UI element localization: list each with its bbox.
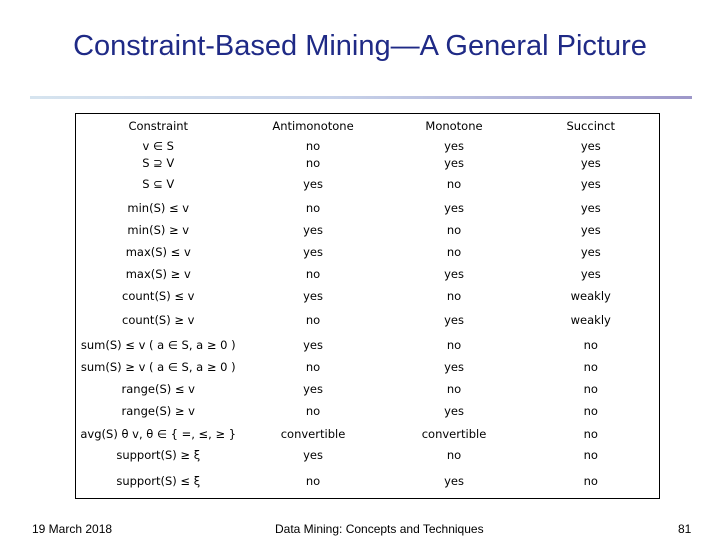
- table-row: [76, 197, 660, 218]
- monotone-cell: yes: [444, 266, 464, 281]
- constraint-cell: v ∈ S: [142, 138, 174, 153]
- constraint-cell: sum(S) ≤ v ( a ∈ S, a ≥ 0 ): [80, 338, 236, 352]
- table-row: [76, 400, 660, 422]
- monotone-cell: no: [446, 447, 462, 462]
- antimonotone-cell: no: [305, 138, 321, 153]
- antimonotone-cell: yes: [303, 244, 323, 259]
- table-row: [76, 285, 660, 306]
- succinct-cell: no: [583, 426, 598, 441]
- constraint-cell: sum(S) ≥ v ( a ∈ S, a ≥ 0 ): [80, 360, 236, 374]
- succinct-cell: no: [583, 473, 598, 488]
- monotone-cell: yes: [444, 138, 464, 153]
- succinct-cell: no: [583, 404, 598, 418]
- succinct-cell: no: [583, 382, 598, 396]
- constraint-table: [75, 113, 660, 499]
- table-row: [76, 445, 660, 464]
- constraint-cell: max(S) ≤ v: [125, 244, 191, 259]
- constraint-cell: support(S) ≤ ξ: [116, 473, 201, 488]
- header-antimonotone: Antimonotone: [272, 118, 354, 133]
- monotone-cell: no: [446, 244, 462, 259]
- antimonotone-cell: no: [305, 266, 321, 281]
- succinct-cell: yes: [580, 266, 601, 281]
- antimonotone-cell: yes: [303, 382, 323, 396]
- slide-title: Constraint-Based Mining—A General Picture: [73, 30, 647, 62]
- constraint-cell: S ⊇ V: [142, 155, 175, 170]
- monotone-cell: no: [446, 222, 462, 237]
- antimonotone-cell: no: [305, 404, 321, 418]
- antimonotone-cell: no: [305, 360, 321, 374]
- antimonotone-cell: no: [305, 155, 321, 170]
- constraint-cell: S ⊆ V: [142, 177, 175, 191]
- constraint-cell: max(S) ≥ v: [125, 266, 191, 281]
- succinct-cell: no: [583, 338, 598, 352]
- antimonotone-cell: yes: [303, 177, 323, 191]
- antimonotone-cell: no: [305, 313, 321, 327]
- succinct-cell: yes: [580, 138, 601, 153]
- monotone-cell: yes: [444, 360, 464, 374]
- constraint-cell: range(S) ≤ v: [121, 382, 195, 396]
- monotone-cell: yes: [444, 404, 464, 418]
- monotone-cell: no: [446, 288, 462, 303]
- constraint-cell: count(S) ≤ v: [122, 288, 195, 303]
- table-row: [76, 378, 660, 400]
- antimonotone-cell: yes: [303, 447, 323, 462]
- table-row: [76, 241, 660, 262]
- table-row: [76, 137, 660, 154]
- succinct-cell: weakly: [570, 313, 611, 327]
- monotone-cell: yes: [444, 473, 464, 488]
- antimonotone-cell: yes: [303, 338, 323, 352]
- table-row: [76, 218, 660, 241]
- antimonotone-cell: no: [305, 200, 321, 215]
- monotone-cell: yes: [444, 200, 464, 215]
- succinct-cell: yes: [580, 244, 601, 259]
- table-header-row: [76, 114, 660, 138]
- antimonotone-cell: yes: [303, 222, 323, 237]
- header-constraint: Constraint: [128, 118, 189, 133]
- monotone-cell: no: [446, 177, 462, 191]
- table-row: [76, 171, 660, 197]
- table-row: [76, 262, 660, 285]
- succinct-cell: yes: [580, 155, 601, 170]
- header-monotone: Monotone: [425, 118, 483, 133]
- table-row: [76, 334, 660, 356]
- constraint-cell: count(S) ≥ v: [122, 313, 195, 327]
- succinct-cell: weakly: [570, 288, 611, 303]
- antimonotone-cell: no: [305, 473, 321, 488]
- constraint-cell: min(S) ≤ v: [127, 200, 190, 215]
- monotone-cell: convertible: [421, 426, 487, 441]
- constraint-cell: avg(S) θ v, θ ∈ { =, ≤, ≥ }: [80, 426, 237, 441]
- succinct-cell: yes: [580, 177, 601, 191]
- antimonotone-cell: convertible: [280, 426, 346, 441]
- succinct-cell: yes: [580, 200, 601, 215]
- table-row: [76, 154, 660, 171]
- monotone-cell: no: [446, 338, 462, 352]
- footer-title: Data Mining: Concepts and Techniques: [275, 522, 484, 536]
- constraint-cell: range(S) ≥ v: [121, 404, 195, 418]
- page-number: 81: [678, 522, 692, 536]
- monotone-cell: no: [446, 382, 462, 396]
- succinct-cell: no: [583, 447, 598, 462]
- table-row: [76, 306, 660, 334]
- table-row: [76, 464, 660, 498]
- succinct-cell: yes: [580, 222, 601, 237]
- antimonotone-cell: yes: [303, 288, 323, 303]
- table-row: [76, 356, 660, 378]
- monotone-cell: yes: [444, 155, 464, 170]
- table-row: [76, 422, 660, 445]
- constraint-cell: support(S) ≥ ξ: [116, 447, 201, 462]
- monotone-cell: yes: [444, 313, 464, 327]
- footer-date: 19 March 2018: [32, 522, 113, 536]
- header-succinct: Succinct: [566, 118, 616, 133]
- constraint-cell: min(S) ≥ v: [127, 222, 190, 237]
- succinct-cell: no: [583, 360, 598, 374]
- title-divider: [30, 96, 692, 99]
